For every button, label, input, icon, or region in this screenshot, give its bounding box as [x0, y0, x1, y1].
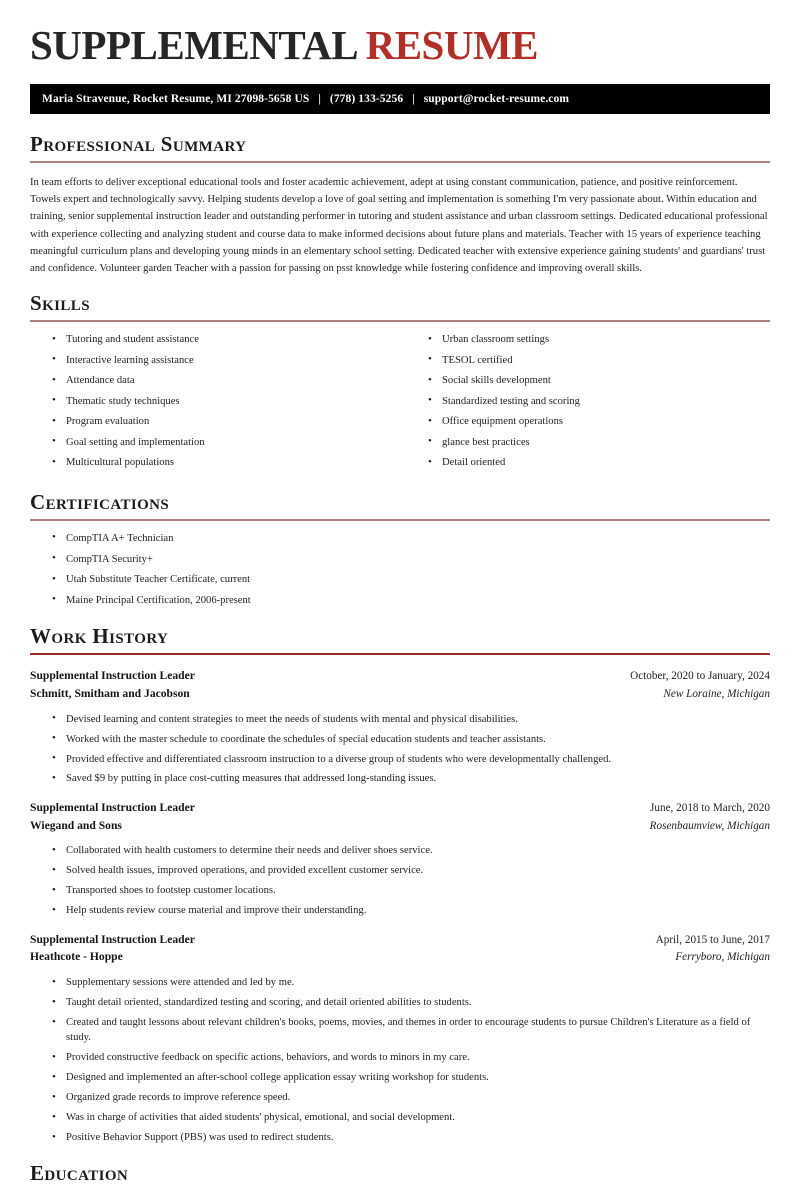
job-bullet-item: • Organized grade records to improve reference speed. [52, 1090, 770, 1105]
job-title-row [30, 799, 770, 817]
contact-email[interactable]: support@rocket-resume.com [423, 93, 570, 106]
section-divider [30, 519, 770, 521]
job-title: Supplemental Instruction Leader [30, 932, 195, 946]
job-company: Heathcote - Hoppe [30, 950, 123, 964]
job-title: Supplemental Instruction Leader [30, 669, 195, 682]
certification-item: • CompTIA A+ Technician [52, 531, 770, 546]
work-history-entries [30, 667, 770, 1146]
section-divider [30, 320, 770, 322]
job-company-row [30, 948, 770, 966]
section-title-professional-summary: Professional Summary [30, 132, 247, 157]
job-title-row [30, 667, 770, 685]
skill-item: • Interactive learning assistance [52, 353, 400, 368]
certifications-list [30, 531, 770, 608]
skills-list-left [30, 332, 400, 471]
job-bullet-item: • Worked with the master schedule to coordinate the schedules of special education students and teacher assistants. [52, 732, 770, 747]
skill-item: • Urban classroom settings [428, 332, 770, 347]
skill-item: • Goal setting and implementation [52, 435, 400, 450]
document-title [30, 0, 770, 67]
document-title-main: SUPPLEMENTAL [30, 22, 356, 68]
job-company-row [30, 685, 770, 703]
work-history-entry [30, 931, 770, 1146]
work-history-entry [30, 667, 770, 787]
work-history-entry [30, 799, 770, 919]
job-dates: April, 2015 to June, 2017 [655, 933, 770, 946]
job-bullet-item: • Provided constructive feedback on specific actions, behaviors, and words to minors in my care. [52, 1050, 770, 1065]
section-skills [30, 292, 770, 476]
job-dates: June, 2018 to March, 2020 [650, 801, 770, 814]
job-bullet-list [30, 712, 770, 787]
contact-phone[interactable]: (778) 133-5256 [329, 93, 404, 106]
job-bullet-list [30, 975, 770, 1145]
section-work-history [30, 625, 770, 1146]
section-professional-summary [30, 133, 770, 277]
certification-item: • Utah Substitute Teacher Certificate, current [52, 572, 770, 587]
skill-item: • Thematic study techniques [52, 394, 400, 409]
contact-bar [30, 84, 770, 114]
job-company: Wiegand and Sons [30, 818, 122, 832]
job-bullet-item: • Devised learning and content strategies to meet the needs of students with mental and physical disabilities. [52, 712, 770, 727]
job-bullet-item: • Positive Behavior Support (PBS) was used to redirect students. [52, 1130, 770, 1145]
skill-item: • glance best practices [428, 435, 770, 450]
skill-item: • Attendance data [52, 373, 400, 388]
skills-columns [30, 332, 770, 476]
contact-separator-2: | [412, 93, 415, 106]
skill-item: • Tutoring and student assistance [52, 332, 400, 347]
job-location: New Loraine, Michigan [663, 687, 770, 700]
skill-item: • Program evaluation [52, 414, 400, 429]
job-bullet-item: • Help students review course material and improve their understanding. [52, 903, 770, 918]
skills-list-right [400, 332, 770, 471]
job-title: Supplemental Instruction Leader [30, 800, 195, 814]
job-company-row [30, 817, 770, 835]
section-education [30, 1162, 770, 1184]
professional-summary-text: In team efforts to deliver exceptional educational tools and foster academic achievement, adept at using constant communication, patience, and positive reinforcement. Towels expert and technologically savvy. Helping students develop a love of goal setting and implementation is something I'm very passionate about. Within education and training, senior supplemental instruction leader and outstanding performer in tutoring and student assistance and urban classroom settings. Dedicated educational professional with experience collecting and analyzing student and course data to make informed decisions about future plans and materials. Teacher with 15 years of experience teaching meaningful curriculum plans and developing young minds in an elementary school setting. Dedicated teacher with extensive experience gaining students' and guardians' trust and confidence. Volunteer garden Teacher with a passion for passing on psst knowledge while fostering confidence and improving overall skills. [30, 177, 768, 274]
skill-item: • Social skills development [428, 373, 770, 388]
skill-item: • Multicultural populations [52, 455, 400, 470]
job-title-row [30, 931, 770, 949]
contact-separator-1: | [318, 93, 321, 106]
section-title-skills: Skills [30, 291, 90, 316]
skill-item: • Standardized testing and scoring [428, 394, 770, 409]
section-divider [30, 161, 770, 163]
job-bullet-item: • Taught detail oriented, standardized testing and scoring, and detail oriented abilities to students. [52, 995, 770, 1010]
section-certifications [30, 491, 770, 608]
document-title-accent: RESUME [365, 22, 539, 68]
certification-item: • CompTIA Security+ [52, 552, 770, 567]
job-bullet-item: • Designed and implemented an after-school college application essay writing workshop for students. [52, 1070, 770, 1085]
skill-item: • Office equipment operations [428, 414, 770, 429]
section-title-certifications: Certifications [30, 489, 170, 514]
skills-column-right [400, 332, 770, 476]
section-title-work-history: Work History [30, 623, 169, 648]
job-location: Ferryboro, Michigan [675, 951, 770, 964]
job-location: Rosenbaumview, Michigan [649, 819, 770, 832]
job-company: Schmitt, Smitham and Jacobson [30, 686, 190, 700]
certification-item: • Maine Principal Certification, 2006-present [52, 593, 770, 608]
job-bullet-item: • Created and taught lessons about relevant children's books, poems, movies, and themes in order to encourage students to pursue Children's Literature as a field of study. [52, 1015, 770, 1046]
job-bullet-item: • Transported shoes to footstep customer locations. [52, 883, 770, 898]
job-bullet-item: • Was in charge of activities that aided students' physical, emotional, and social development. [52, 1110, 770, 1125]
job-bullet-item: • Saved $9 by putting in place cost-cutting measures that addressed long-standing issues. [52, 771, 770, 786]
job-bullet-item: • Solved health issues, improved operations, and provided excellent customer service. [52, 863, 770, 878]
job-bullet-item: • Collaborated with health customers to determine their needs and deliver shoes service. [52, 843, 770, 858]
job-dates: October, 2020 to January, 2024 [630, 670, 770, 682]
contact-name-address: Maria Stravenue, Rocket Resume, MI 27098-5658 US [42, 93, 310, 106]
skill-item: • TESOL certified [428, 353, 770, 368]
section-divider [30, 653, 770, 655]
skill-item: • Detail oriented [428, 455, 770, 470]
job-bullet-item: • Provided effective and differentiated classroom instruction to a diverse group of students who were developmentally challenged. [52, 752, 770, 767]
section-title-education: Education [30, 1160, 129, 1185]
job-bullet-item: • Supplementary sessions were attended and led by me. [52, 975, 770, 990]
skills-column-left [30, 332, 400, 476]
job-bullet-list [30, 843, 770, 918]
